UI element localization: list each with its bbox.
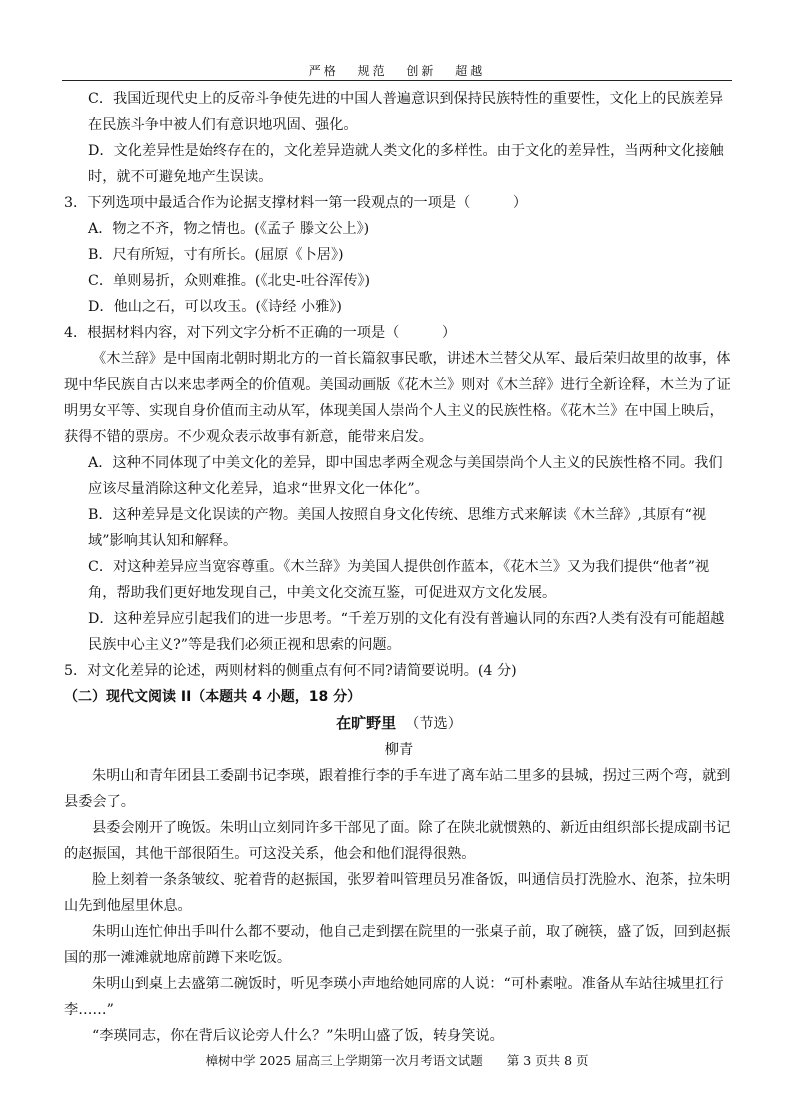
article-title: 在旷野里 (336, 714, 397, 732)
article-paragraph: 脸上刻着一条条皱纹、驼着背的赵振国，张罗着叫管理员另准备饭，叫通信员打洗脸水、泡茶，拉朱明山先到他屋里休息。 (64, 872, 731, 914)
q3-option-d: D．他山之石，可以攻玉。(《诗经 小雅》) (88, 299, 342, 315)
article-author: 柳青 (384, 742, 414, 758)
header-divider (62, 80, 732, 81)
motto-word: 创新 (406, 64, 437, 78)
q4-option-b: B．这种差异是文化误读的产物。美国人按照自身文化传统、思维方式来解读《木兰辞》,其原有“视域”影响其认知和解释。 (88, 507, 707, 549)
q2-option-c: C．我国近现代史上的反帝斗争使先进的中国人普遍意识到保持民族特性的重要性，文化上的民族差异在民族斗争中被人们有意识地巩固、强化。 (88, 91, 724, 133)
article-title-note: （节选） (405, 716, 462, 732)
q4-option-d: D．这种差异应引起我们的进一步思考。“千差万别的文化有没有普遍认同的东西?人类有没有可能超越民族中心主义?”等是我们必须正视和思索的问题。 (88, 611, 725, 653)
section-heading: （二）现代文阅读 II（本题共 4 小题，18 分） (64, 689, 362, 705)
q4-passage: 《木兰辞》是中国南北朝时期北方的一首长篇叙事民歌，讲述木兰替父从军、最后荣归故里的故事，体现中华民族自古以来忠孝两全的价值观。美国动画版《花木兰》则对《木兰辞》进行全新诠释，木兰为了证明男女平等、实现自身价值而主动从军，体现美国人崇尚个人主义的民族性格。《花木兰》在中国上映后，获得不错的票房。不少观众表示故事有新意，能带来启发。 (64, 351, 731, 445)
q4-option-c: C．对这种差异应当宽容尊重。《木兰辞》为美国人提供创作蓝本，《花木兰》又为我们提供“他者”视角，帮助我们更好地发现自己，中美文化交流互鉴，可促进双方文化发展。 (88, 559, 710, 601)
motto-word: 严格 (308, 64, 339, 78)
q2-option-d: D．文化差异性是始终存在的，文化差异造就人类文化的多样性。由于文化的差异性，当两种文化接触时，就不可避免地产生误读。 (88, 143, 724, 185)
page-header (0, 62, 794, 79)
footer-exam-title: 樟树中学 2025 届高三上学期第一次月考语文试题 (205, 1053, 483, 1068)
footer-page-number: 第 3 页共 8 页 (506, 1053, 589, 1068)
page-footer (0, 1051, 794, 1069)
q5-stem: 5．对文化差异的论述，两则材料的侧重点有何不同?请简要说明。(4 分) (64, 663, 517, 679)
q3-stem: 3．下列选项中最适合作为论据支撑材料一第一段观点的一项是（ ） (64, 195, 528, 211)
motto-word: 规范 (357, 64, 388, 78)
article-title-line (64, 710, 734, 737)
q3-option-c: C．单则易折，众则难推。(《北史-吐谷浑传》) (88, 273, 371, 289)
article-paragraph: 朱明山到桌上去盛第二碗饭时，听见李瑛小声地给她同席的人说：“可朴素啦。准备从车站往城里扛行李……” (64, 976, 724, 1018)
article-paragraph: 朱明山和青年团县工委副书记李瑛，跟着推行李的手车进了离车站二里多的县城，拐过三两个弯，就到县委会了。 (64, 768, 731, 810)
q3-option-a: A．物之不齐，物之情也。(《孟子 滕文公上》) (88, 221, 370, 237)
motto-word: 超越 (455, 64, 486, 78)
article-paragraph: 朱明山连忙伸出手叫什么都不要动，他自己走到摆在院里的一张桌子前，取了碗筷，盛了饭，回到赵振国的那一滩滩就地席前蹲下来吃饭。 (64, 924, 731, 966)
article-paragraph: 县委会刚开了晚饭。朱明山立刻同许多干部见了面。除了在陕北就惯熟的、新近由组织部长提成副书记的赵振国，其他干部很陌生。可这没关系，他会和他们混得很熟。 (64, 820, 731, 862)
q4-option-a: A．这种不同体现了中美文化的差异，即中国忠孝两全观念与美国崇尚个人主义的民族性格不同。我们应该尽量消除这种文化差异，追求“世界文化一体化”。 (88, 455, 723, 497)
q3-option-b: B．尺有所短，寸有所长。(屈原《卜居》) (88, 247, 344, 263)
q4-stem: 4．根据材料内容，对下列文字分析不正确的一项是（ ） (64, 325, 457, 341)
page-content (64, 86, 734, 1049)
article-paragraph: “李瑛同志，你在背后议论旁人什么？”朱明山盛了饭，转身笑说。 (92, 1028, 504, 1044)
